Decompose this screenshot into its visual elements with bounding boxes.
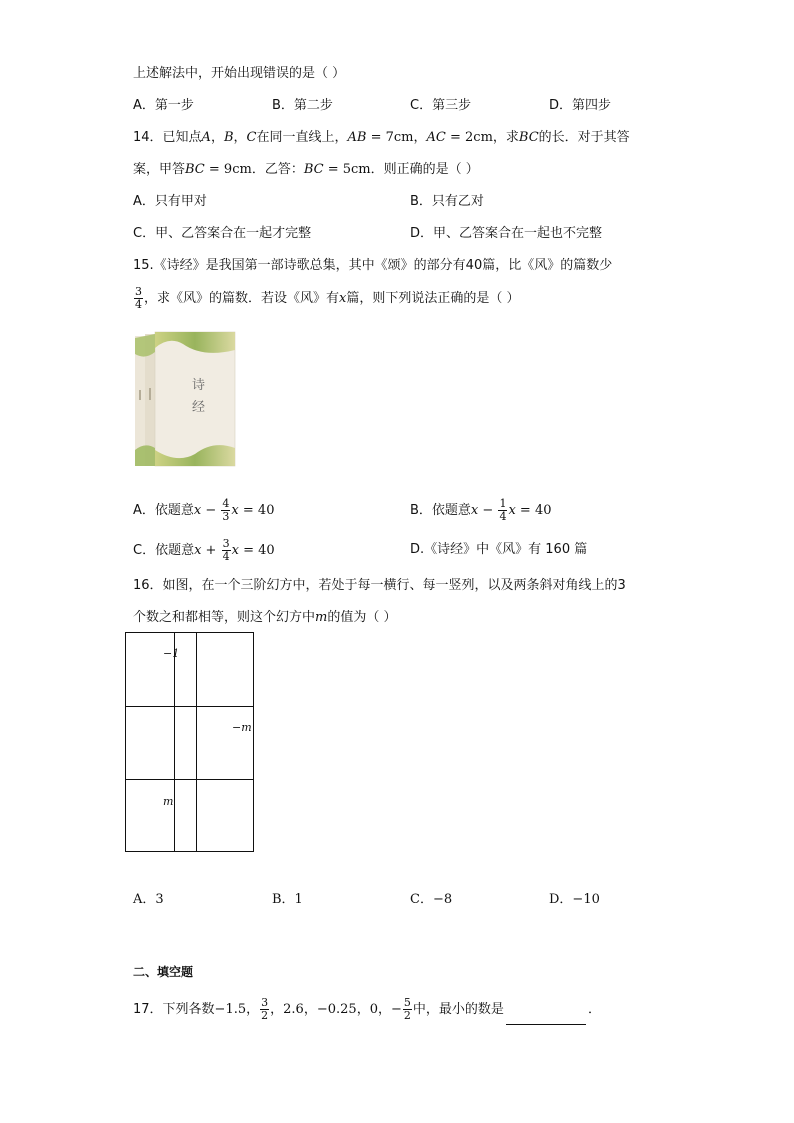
- comma: ，: [378, 1002, 392, 1017]
- fraction-three-halves: [260, 997, 269, 1022]
- q14-text: ，求: [492, 130, 519, 145]
- q14-option-a: A．只有甲对: [133, 194, 207, 209]
- grid-row-divider: [126, 706, 253, 707]
- operator: −: [201, 503, 221, 518]
- q15-option-d: D.《诗经》中《风》有 160 篇: [410, 542, 588, 557]
- q14-text: 14．已知点: [133, 130, 202, 145]
- q14-option-c: C．甲、乙答案合在一起才完整: [133, 226, 312, 241]
- cell-top-value: −1: [163, 647, 180, 660]
- variable-m: m: [315, 610, 328, 625]
- number: −1.5: [214, 1002, 247, 1017]
- fraction: [221, 498, 230, 523]
- equation-rhs: = 40: [238, 543, 275, 558]
- grid-col-divider: [196, 633, 197, 851]
- grid-row-divider: [126, 779, 253, 780]
- q16-line-2: [133, 608, 396, 628]
- operator: −: [478, 503, 498, 518]
- fraction-five-halves: [403, 997, 412, 1022]
- numerator: 4: [222, 497, 230, 510]
- numerator: 3: [135, 285, 142, 298]
- q14-option-b: B．只有乙对: [410, 194, 484, 209]
- denominator: 3: [222, 510, 230, 523]
- q13-option-a: A．第一步: [133, 98, 194, 113]
- numerator: 1: [499, 497, 507, 510]
- comma: ，: [246, 1002, 260, 1017]
- comma: ，: [210, 130, 224, 145]
- q15-text: ，求《风》的篇数．若设《风》有: [144, 291, 340, 306]
- segment-bc: BC: [185, 162, 205, 177]
- q14-text: 的长．对于其答: [538, 130, 630, 145]
- comma: ，: [356, 1002, 370, 1017]
- variable-x: x: [339, 291, 347, 306]
- ac-value: = 2cm: [445, 130, 493, 145]
- comma: ，: [233, 130, 247, 145]
- q14-line-2: [133, 160, 479, 180]
- numerator: 3: [222, 537, 230, 550]
- q15-option-b: [410, 496, 551, 526]
- grid-col-divider: [174, 633, 175, 851]
- denominator: 4: [135, 298, 142, 311]
- q14-text: 在同一直线上，: [256, 130, 348, 145]
- answer-jia: = 9cm: [204, 162, 252, 177]
- q13-option-b: B．第二步: [272, 98, 333, 113]
- q14-line-1: [133, 128, 630, 148]
- variable-x: x: [231, 543, 239, 558]
- option-label: B．依题意: [410, 503, 471, 518]
- q15-line-1: 15.《诗经》是我国第一部诗歌总集，其中《颂》的部分有40篇，比《风》的篇数少: [133, 258, 613, 273]
- q17-line: [133, 995, 601, 1025]
- period: ．: [587, 1002, 601, 1017]
- segment-ab: AB: [347, 130, 367, 145]
- cell-middle-value: −m: [232, 721, 252, 734]
- q16-line-1: 16．如图，在一个三阶幻方中，若处于每一横行、每一竖列，以及两条斜对角线上的3: [133, 578, 626, 593]
- operator: +: [201, 543, 221, 558]
- denominator: 2: [261, 1009, 269, 1022]
- q15-line-2: [133, 284, 520, 314]
- q13-question-tail: 上述解法中，开始出现错误的是（ ）: [133, 66, 346, 81]
- q15-text: 篇，则下列说法正确的是（ ）: [346, 291, 520, 306]
- denominator: 4: [222, 550, 230, 563]
- option-label: C．依题意: [133, 543, 195, 558]
- minus-sign: −: [391, 1002, 402, 1017]
- q15-option-c: [133, 536, 275, 566]
- book-title-char-2: 经: [192, 400, 206, 415]
- variable-x: x: [508, 503, 516, 518]
- fraction: [222, 538, 231, 563]
- cell-bottom-value: m: [163, 795, 174, 808]
- q17-text: 17．下列各数: [133, 1002, 215, 1017]
- answer-yi: = 5cm: [323, 162, 371, 177]
- number: 2.6: [283, 1002, 304, 1017]
- denominator: 4: [499, 510, 507, 523]
- option-label: A．依题意: [133, 503, 194, 518]
- q15-option-a: [133, 496, 274, 526]
- answer-blank[interactable]: [506, 1010, 586, 1025]
- denominator: 2: [403, 1009, 411, 1022]
- variable-x: x: [193, 503, 202, 518]
- q13-option-c: C．第三步: [410, 98, 472, 113]
- q14-text: ．乙答：: [251, 162, 304, 177]
- point-a: A: [201, 130, 211, 145]
- comma: ，: [270, 1002, 284, 1017]
- q16-text: 的值为（ ）: [327, 610, 397, 625]
- q16-option-c: C．−8: [410, 892, 453, 907]
- q14-text: 案，甲答: [133, 162, 186, 177]
- ab-value: = 7cm: [366, 130, 414, 145]
- fraction-three-quarters: [134, 286, 143, 311]
- q17-text: 中，最小的数是: [412, 1002, 504, 1017]
- equation-rhs: = 40: [515, 503, 552, 518]
- comma: ，: [303, 1002, 317, 1017]
- equation-rhs: = 40: [238, 503, 275, 518]
- variable-x: x: [231, 503, 239, 518]
- shijing-book-image: [133, 330, 237, 470]
- segment-ac: AC: [426, 130, 446, 145]
- numerator: 5: [403, 996, 411, 1009]
- q13-option-d: D．第四步: [549, 98, 612, 113]
- segment-bc: BC: [518, 130, 539, 145]
- segment-bc: BC: [303, 162, 324, 177]
- q16-text: 个数之和都相等，则这个幻方中: [133, 610, 316, 625]
- variable-x: x: [194, 543, 202, 558]
- q16-option-a: A．3: [133, 892, 164, 907]
- point-b: B: [223, 130, 234, 145]
- numerator: 3: [261, 996, 269, 1009]
- number: −0.25: [316, 1002, 357, 1017]
- fraction: [498, 498, 507, 523]
- q14-text: ．则正确的是（ ）: [370, 162, 479, 177]
- book-title-char-1: 诗: [192, 378, 206, 393]
- point-c: C: [246, 130, 257, 145]
- q14-option-d: D．甲、乙答案合在一起也不完整: [410, 226, 603, 241]
- magic-square-grid: [125, 632, 254, 852]
- variable-x: x: [470, 503, 479, 518]
- comma: ，: [413, 130, 427, 145]
- number: 0: [369, 1002, 378, 1017]
- q16-option-b: B．1: [272, 892, 303, 907]
- section-heading-fill-in: 二、填空题: [133, 965, 194, 979]
- q16-option-d: D．−10: [549, 892, 600, 907]
